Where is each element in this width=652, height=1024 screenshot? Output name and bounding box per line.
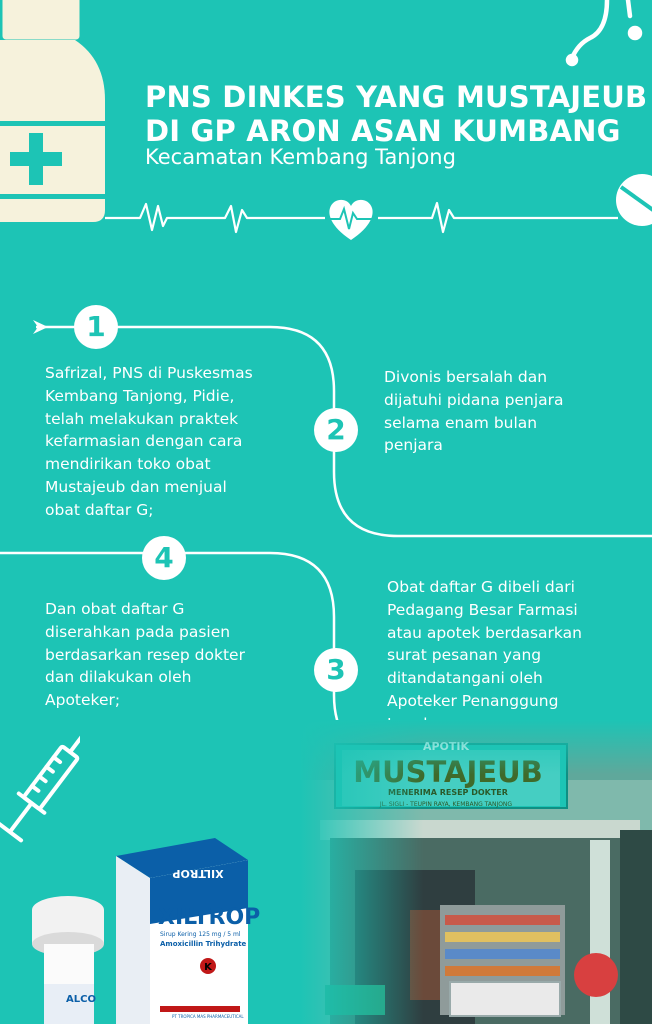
bottle-label: ALCO [66,994,96,1005]
step-3-text: Obat daftar G dibeli dari Pedagang Besar Farmasi atau apotek berdasarkan surat pesanan yang ditandatangani oleh Apoteker Penanggung [387,578,582,710]
arrow-icon [33,320,48,334]
step-2-text: Divonis bersalah dan dijatuhi pidana penjara selama enam bulan penjara [384,368,564,455]
title-line-2: DI GP ARON ASAN KUMBANG [145,114,621,148]
box-brand: XILTROP [158,905,261,930]
pharmacy-storefront-photo [300,720,652,1024]
medicine-bottle [32,896,104,1024]
medicine-box [116,838,260,1024]
step-2-badge: 2 [314,408,358,452]
box-generic: Amoxicillin Trihydrate [160,940,247,948]
box-side-brand: XILTROP [172,867,224,880]
step-4-text: Dan obat daftar G diserahkan pada pasien berdasarkan resep dokter dan dilakukan oleh Apoteker; [45,600,245,710]
title-line-1: PNS DINKES YANG MUSTAJEUB [145,80,648,114]
step-3-badge: 3 [314,648,358,692]
page-subtitle: Kecamatan Kembang Tanjong [145,145,456,169]
step-1-badge: 1 [74,305,118,349]
medicine-photo [0,820,300,1024]
box-maker: PT TROPICA MAS PHARMACEUTICAL [172,1014,244,1019]
step-4-badge: 4 [142,536,186,580]
step-1-text: Safrizal, PNS di Puskesmas Kembang Tanjong, Pidie, telah melakukan praktek kefarmasian dengan cara mendirikan toko obat Mustajeub dan menjual obat daftar G; [45,364,253,519]
box-mark: K [204,962,212,973]
box-sub: Sirup Kering 125 mg / 5 ml [160,931,241,938]
